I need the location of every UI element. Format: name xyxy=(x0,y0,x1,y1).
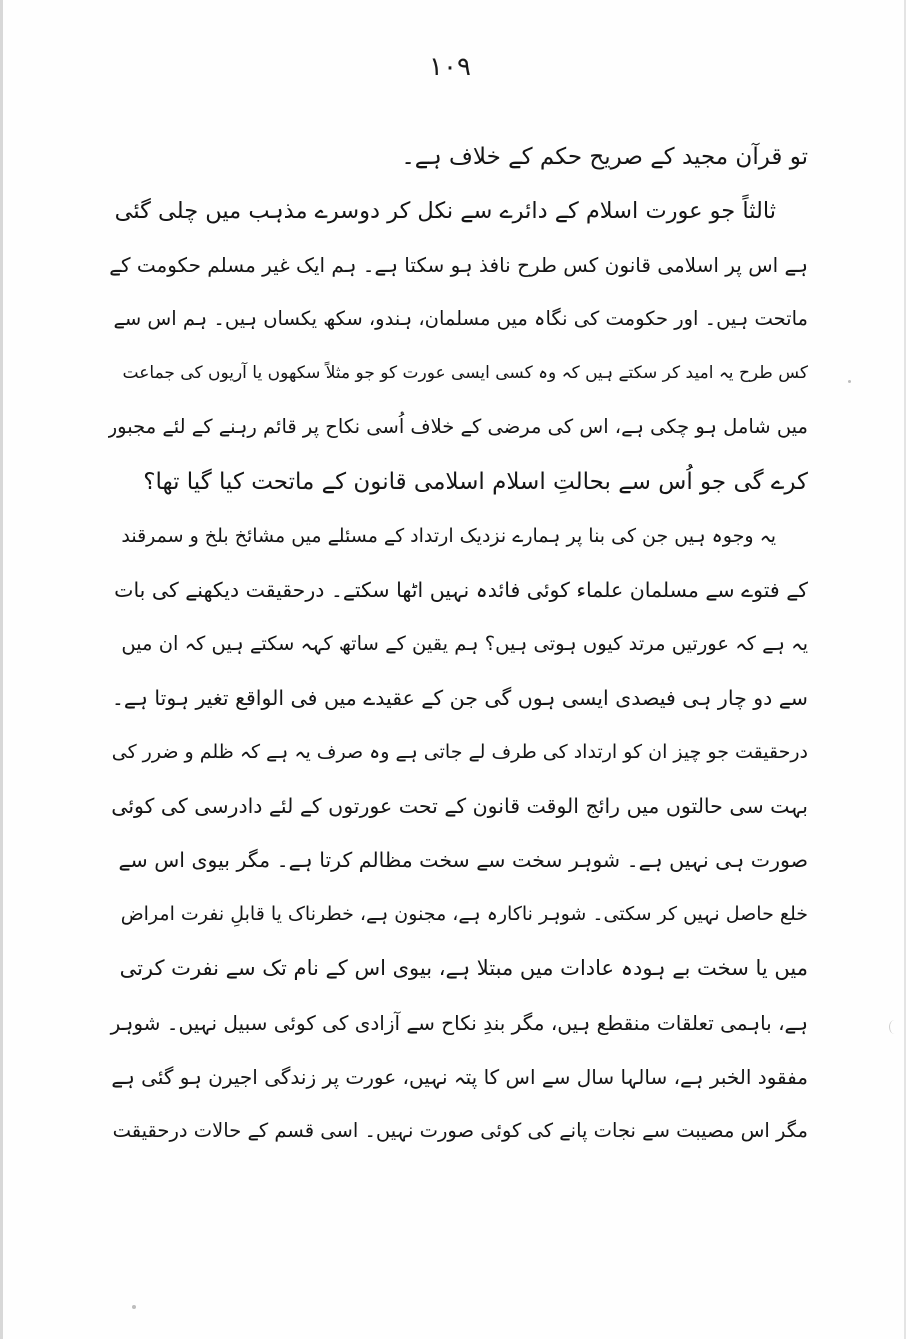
scan-speck xyxy=(132,1305,136,1309)
text-line: بہت سی حالتوں میں رائج الوقت قانون کے تحت عورتوں کے لئے دادرسی کی کوئی xyxy=(111,794,808,819)
scan-speck xyxy=(848,380,851,383)
text-line: یہ ہے کہ عورتیں مرتد کیوں ہوتی ہیں؟ ہم یقین کے ساتھ کہہ سکتے ہیں کہ ان میں xyxy=(121,631,808,655)
page-fold-mark xyxy=(889,1020,900,1034)
text-line: مفقود الخبر ہے، سالہا سال سے اس کا پتہ نہیں، عورت پر زندگی اجیرن ہو گئی ہے xyxy=(111,1064,808,1089)
page-left-edge xyxy=(0,0,3,1339)
text-line: یہ وجوہ ہیں جن کی بنا پر ہمارے نزدیک ارتداد کے مسئلے میں مشائخ بلخ و سمرقند xyxy=(121,524,776,547)
body-text xyxy=(108,130,808,1158)
page-number: ۱۰۹ xyxy=(429,52,471,82)
text-line: میں یا سخت بے ہودہ عادات میں مبتلا ہے، بیوی اس کے نام تک سے نفرت کرتی xyxy=(119,956,808,981)
text-line: میں شامل ہو چکی ہے، اس کی مرضی کے خلاف اُسی نکاح پر قائم رہنے کے لئے مجبور xyxy=(108,415,808,439)
text-line: خلع حاصل نہیں کر سکتی۔ شوہر ناکارہ ہے، مجنون ہے، خطرناک یا قابلِ نفرت امراض xyxy=(120,903,808,926)
text-line: کے فتوے سے مسلمان علماء کوئی فائدہ نہیں اٹھا سکتے۔ درحقیقت دیکھنے کی بات xyxy=(114,577,808,602)
text-line: ماتحت ہیں۔ اور حکومت کی نگاہ میں مسلمان، ہندو، سکھ یکساں ہیں۔ ہم اس سے xyxy=(113,307,808,331)
text-line: صورت ہی نہیں ہے۔ شوہر سخت سے سخت مظالم کرتا ہے۔ مگر بیوی اس سے xyxy=(118,848,808,873)
text-line: ہے اس پر اسلامی قانون کس طرح نافذ ہو سکتا ہے۔ ہم ایک غیر مسلم حکومت کے xyxy=(109,253,808,278)
text-line: ہے، باہمی تعلقات منقطع ہیں، مگر بندِ نکاح سے آزادی کی کوئی سبیل نہیں۔ شوہر xyxy=(110,1010,808,1035)
text-line: مگر اس مصیبت سے نجات پانے کی کوئی صورت نہیں۔ اسی قسم کے حالات درحقیقت xyxy=(112,1118,808,1142)
text-line: تو قرآن مجید کے صریح حکم کے خلاف ہے۔ xyxy=(401,144,808,170)
text-line: ثالثاً جو عورت اسلام کے دائرے سے نکل کر دوسرے مذہب میں چلی گئی xyxy=(114,198,776,225)
text-line: سے دو چار ہی فیصدی ایسی ہوں گی جن کے عقیدے میں فی الواقع تغیر ہوتا ہے۔ xyxy=(111,685,808,710)
text-line: کس طرح یہ امید کر سکتے ہیں کہ وہ کسی ایسی عورت کو جو مثلاً سکھوں یا آریوں کی جماعت xyxy=(122,363,808,384)
text-line: درحقیقت جو چیز ان کو ارتداد کی طرف لے جاتی ہے وہ صرف یہ ہے کہ ظلم و ضرر کی xyxy=(111,741,808,764)
text-line: کرے گی جو اُس سے بحالتِ اسلام اسلامی قانون کے ماتحت کیا گیا تھا؟ xyxy=(143,468,808,495)
